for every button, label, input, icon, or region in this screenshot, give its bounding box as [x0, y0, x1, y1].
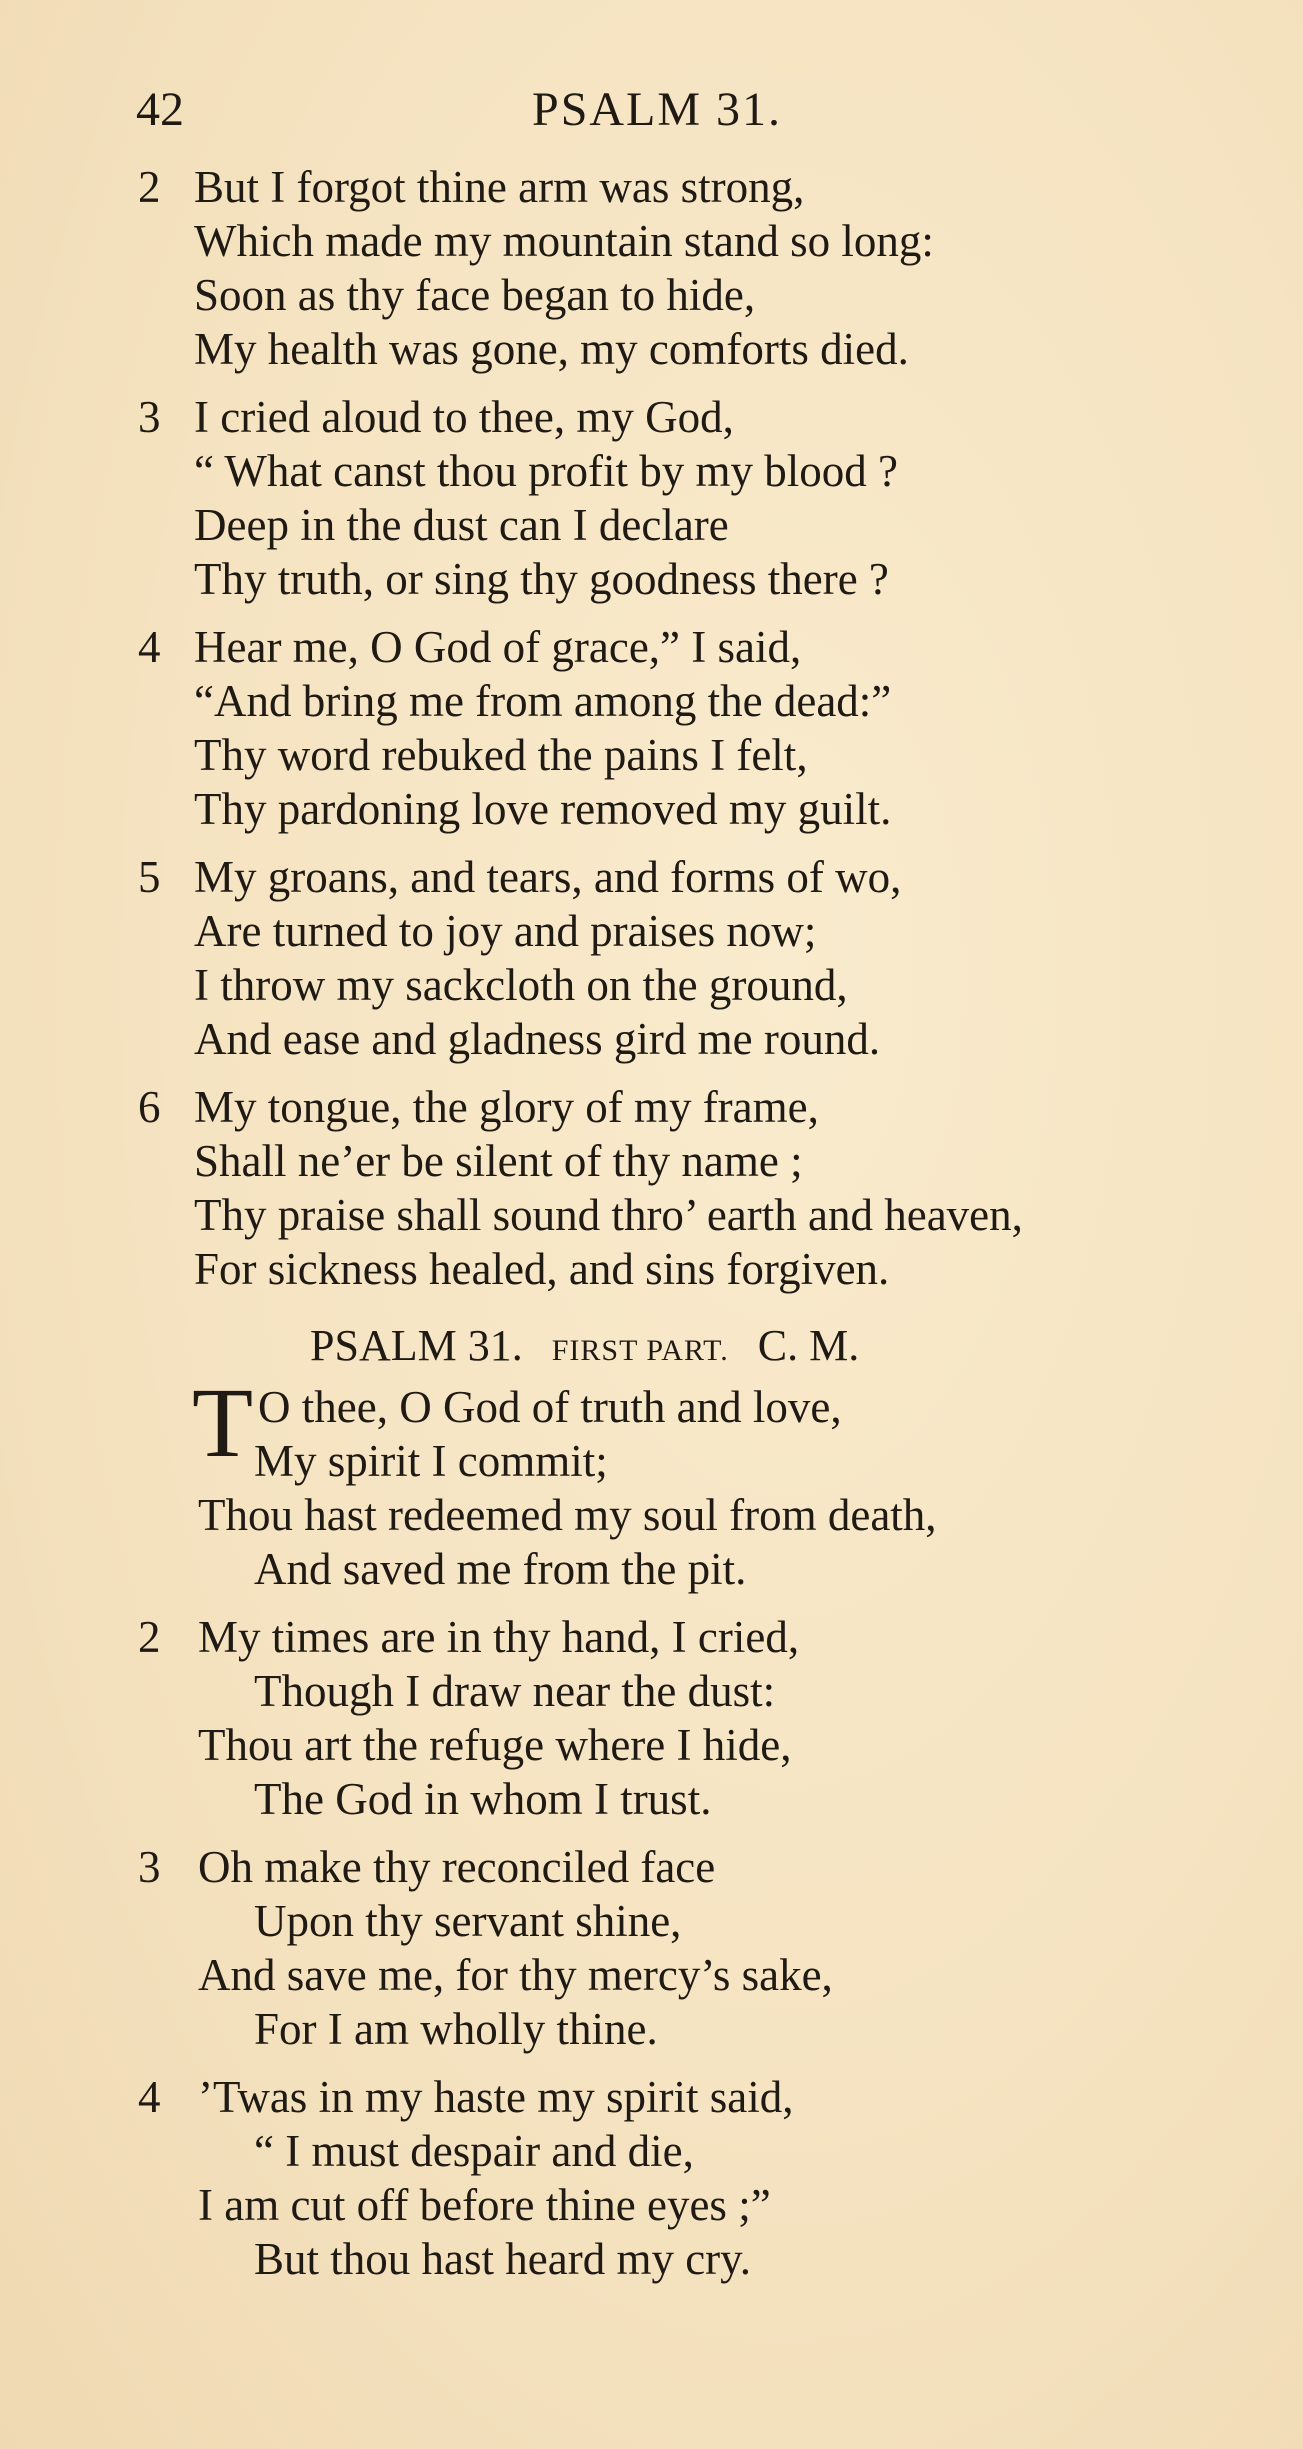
verse-line: ’Twas in my haste my spirit said, [198, 2072, 794, 2122]
verse-line: Oh make thy reconciled face [198, 1842, 716, 1892]
verse-line: Thy praise shall sound thro’ earth and heaven, [194, 1190, 1023, 1240]
verse-line: And save me, for thy mercy’s sake, [198, 1950, 833, 2000]
verse-line: My health was gone, my comforts died. [194, 324, 909, 374]
verse-line: I cried aloud to thee, my God, [194, 392, 734, 442]
verse-line: My groans, and tears, and forms of wo, [194, 852, 902, 902]
verse-line: Are turned to joy and praises now; [194, 906, 817, 956]
meter-label: C. M. [757, 1321, 860, 1370]
running-head: PSALM 31. [532, 83, 783, 136]
verse-line: For sickness healed, and sins forgiven. [194, 1244, 890, 1294]
verse-number: 3 [138, 392, 161, 442]
verse-line: Upon thy servant shine, [254, 1896, 682, 1946]
verse-line: Thy pardoning love removed my guilt. [194, 784, 892, 834]
verse-line: But thou hast heard my cry. [254, 2234, 751, 2284]
verse-number: 4 [138, 2072, 161, 2122]
verse-number: 2 [138, 162, 161, 212]
verse-line: Though I draw near the dust: [254, 1666, 776, 1716]
verse-line: Deep in the dust can I declare [194, 500, 729, 550]
verse-number: 3 [138, 1842, 161, 1892]
part-label: FIRST PART. [551, 1334, 729, 1367]
verse-line: The God in whom I trust. [254, 1774, 712, 1824]
page-number: 42 [136, 83, 184, 136]
page-header [136, 78, 1136, 142]
verse-line: Shall ne’er be silent of thy name ; [194, 1136, 803, 1186]
drop-cap: T [192, 1367, 254, 1478]
verse-line: “ I must despair and die, [254, 2126, 694, 2176]
verse-line: But I forgot thine arm was strong, [194, 162, 805, 212]
verse-line: And ease and gladness gird me round. [194, 1014, 881, 1064]
verse-line: My times are in thy hand, I cried, [198, 1612, 800, 1662]
verse-line: I throw my sackcloth on the ground, [194, 960, 848, 1010]
verse-line: Thou art the refuge where I hide, [198, 1720, 792, 1770]
verse-number: 5 [138, 852, 161, 902]
verse-number: 2 [138, 1612, 161, 1662]
verse-line: My tongue, the glory of my frame, [194, 1082, 819, 1132]
verse-line: “ What canst thou profit by my blood ? [194, 446, 899, 496]
verse-line: My spirit I commit; [254, 1436, 608, 1486]
verse-line: Which made my mountain stand so long: [194, 216, 934, 266]
verse-line: Hear me, O God of grace,” I said, [194, 622, 802, 672]
verse-line: And saved me from the pit. [254, 1544, 747, 1594]
verse-number: 4 [138, 622, 161, 672]
verse-line: Thy truth, or sing thy goodness there ? [194, 554, 889, 604]
section-heading [310, 1318, 859, 1379]
psalm-title: PSALM 31. [310, 1321, 523, 1370]
verse-line: Thou hast redeemed my soul from death, [198, 1490, 937, 1540]
verse-line: Thy word rebuked the pains I felt, [194, 730, 808, 780]
verse-line: O thee, O God of truth and love, [258, 1382, 842, 1432]
verse-line: I am cut off before thine eyes ;” [198, 2180, 771, 2230]
verse-line: “And bring me from among the dead:” [194, 676, 892, 726]
verse-line: For I am wholly thine. [254, 2004, 658, 2054]
verse-number: 6 [138, 1082, 161, 1132]
verse-line: Soon as thy face began to hide, [194, 270, 756, 320]
